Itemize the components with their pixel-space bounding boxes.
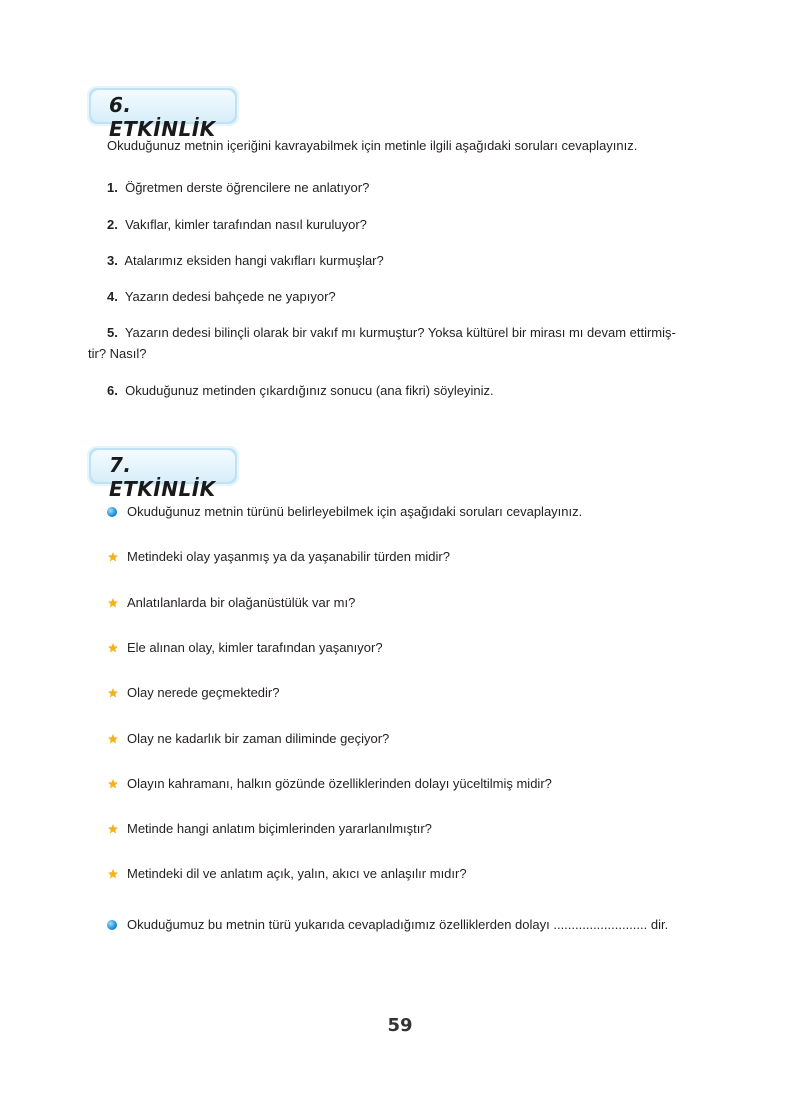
blue-dot-icon [107,920,117,930]
star-icon [107,778,119,790]
section-6-title: 6. ETKİNLİK [109,93,216,141]
list-item: Metindeki dil ve anlatım açık, yalın, akıcı ve anlaşılır mıdır? [107,866,467,881]
star-icon [107,551,119,563]
list-item: Olay ne kadarlık bir zaman diliminde geçiyor? [107,731,389,746]
page-number: 59 [387,1015,413,1036]
star-icon [107,597,119,609]
section-7-final: Okuduğumuz bu metnin türü yukarıda cevapladığımız özelliklerden dolayı .......................... dir. [107,917,668,932]
blue-dot-icon [107,507,117,517]
list-item: Metinde hangi anlatım biçimlerinden yararlanılmıştır? [107,821,432,836]
section-6-intro: Okuduğunuz metnin içeriğini kavrayabilmek için metinle ilgili aşağıdaki soruları cevaplayınız. [107,138,638,153]
question-3: 3. Atalarımız eksiden hangi vakıfları kurmuşlar? [107,253,384,268]
section-7-title: 7. ETKİNLİK [109,453,216,501]
question-5: 5. Yazarın dedesi bilinçli olarak bir vakıf mı kurmuştur? Yoksa kültürel bir mirası mı devam ettirmiş- [107,325,676,340]
list-item: Olay nerede geçmektedir? [107,685,279,700]
question-4: 4. Yazarın dedesi bahçede ne yapıyor? [107,289,336,304]
question-5-continued: tir? Nasıl? [88,346,147,361]
question-2: 2. Vakıflar, kimler tarafından nasıl kuruluyor? [107,217,367,232]
question-1: 1. Öğretmen derste öğrencilere ne anlatıyor? [107,180,370,195]
question-6: 6. Okuduğunuz metinden çıkardığınız sonucu (ana fikri) söyleyiniz. [107,383,494,398]
star-icon [107,642,119,654]
star-icon [107,868,119,880]
section-7-intro: Okuduğunuz metnin türünü belirleyebilmek için aşağıdaki soruları cevaplayınız. [107,504,582,519]
section-6-badge [87,86,239,141]
list-item: Anlatılanlarda bir olağanüstülük var mı? [107,595,355,610]
section-7-badge [87,446,239,501]
list-item: Metindeki olay yaşanmış ya da yaşanabilir türden midir? [107,549,450,564]
list-item: Ele alınan olay, kimler tarafından yaşanıyor? [107,640,383,655]
star-icon [107,733,119,745]
list-item: Olayın kahramanı, halkın gözünde özelliklerinden dolayı yüceltilmiş midir? [107,776,552,791]
star-icon [107,823,119,835]
star-icon [107,687,119,699]
